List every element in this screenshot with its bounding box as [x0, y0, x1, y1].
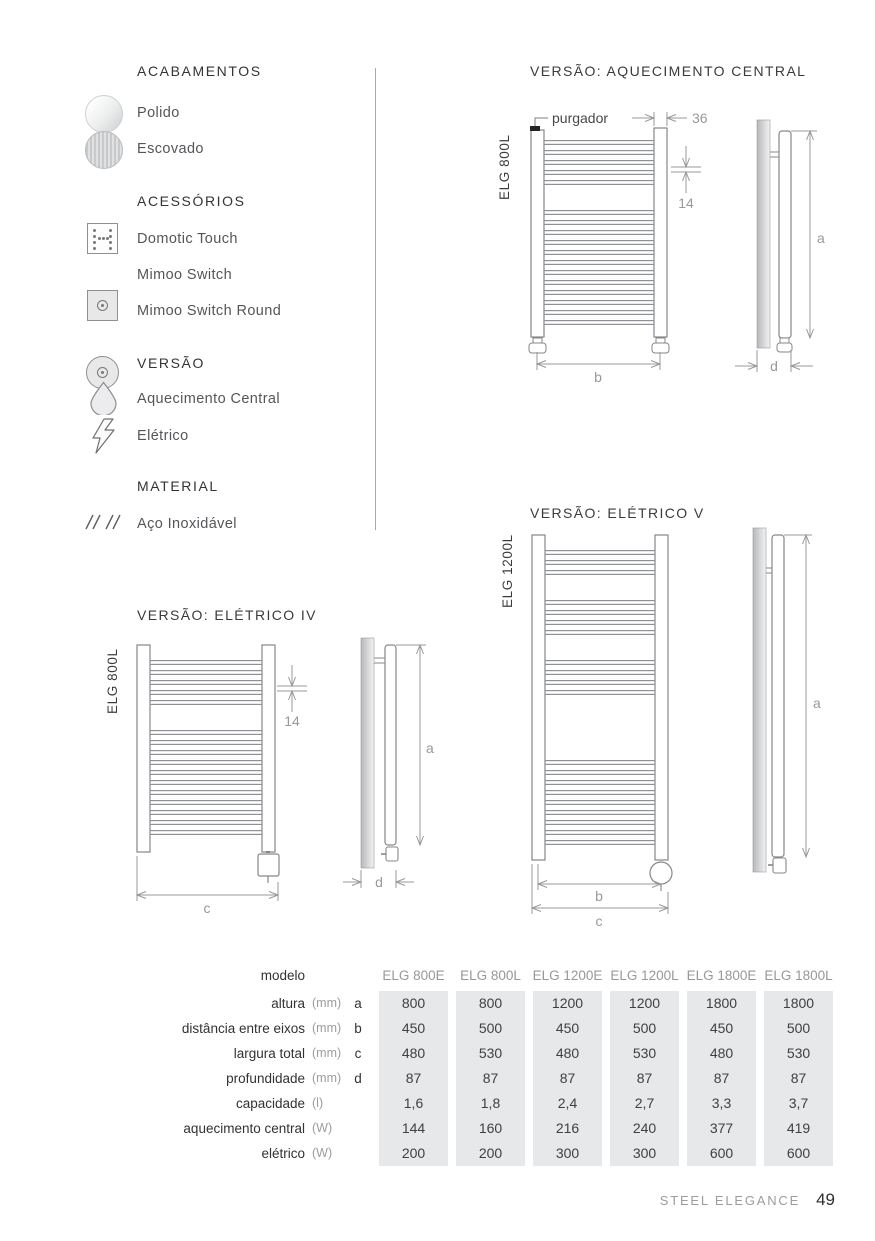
dim-letter-d: d: [375, 874, 383, 890]
row-unit: (W): [312, 1121, 333, 1135]
row-unit: (W): [312, 1146, 333, 1160]
row-label: capacidade: [235, 1096, 305, 1111]
dim-14: 14: [678, 195, 694, 211]
versao-heading: VERSÃO: [137, 355, 205, 371]
row-label: aquecimento central: [183, 1121, 305, 1136]
row-letter: c: [354, 1046, 362, 1061]
row-label: profundidade: [226, 1071, 305, 1086]
table-value: 1,6: [375, 1091, 452, 1116]
model-column-header: ELG 1800E: [686, 968, 757, 983]
table-value: 216: [529, 1116, 606, 1141]
table-value: 450: [529, 1016, 606, 1041]
table-value: 2,4: [529, 1091, 606, 1116]
acessorios-heading: ACESSÓRIOS: [137, 193, 246, 209]
table-value: 500: [760, 1016, 837, 1041]
table-value: 1,8: [452, 1091, 529, 1116]
table-value: 87: [452, 1066, 529, 1091]
collection-name: STEEL ELEGANCE: [659, 1193, 801, 1208]
table-header-label: modelo: [260, 968, 305, 983]
table-value: 600: [683, 1141, 760, 1166]
aquecimento-central-diagram: [495, 100, 845, 392]
row-label: altura: [271, 996, 305, 1011]
table-value: 160: [452, 1116, 529, 1141]
version-label: Elétrico: [137, 428, 189, 444]
table-value: 3,3: [683, 1091, 760, 1116]
page-number: 49: [816, 1190, 835, 1209]
table-value: 1200: [529, 991, 606, 1016]
dim-letter-a: a: [817, 230, 825, 246]
table-value: 800: [375, 991, 452, 1016]
table-value: 500: [606, 1016, 683, 1041]
water-drop-icon: [88, 381, 119, 415]
purgador-cap: [530, 126, 540, 131]
table-value: 530: [452, 1041, 529, 1066]
finish-label: Escovado: [137, 141, 204, 157]
accessory-label: Domotic Touch: [137, 231, 238, 247]
lightning-bolt-icon: [90, 418, 117, 454]
front-view: [529, 118, 669, 353]
model-label: ELG 800L: [497, 134, 512, 200]
table-value: 87: [683, 1066, 760, 1091]
diagram-title: VERSÃO: ELÉTRICO V: [530, 505, 705, 521]
model-label: ELG 1200L: [500, 534, 515, 608]
model-column-header: ELG 800E: [382, 968, 445, 983]
dim-letter-a: a: [813, 695, 821, 711]
row-unit: (mm): [312, 1046, 342, 1060]
version-label: Aquecimento Central: [137, 391, 281, 407]
front-view: [532, 535, 672, 891]
row-letter: d: [354, 1071, 362, 1086]
model-column-header: ELG 1800L: [764, 968, 833, 983]
spec-table: [100, 961, 837, 1166]
model-column-header: ELG 800L: [460, 968, 521, 983]
row-letter: [341, 1141, 375, 1166]
table-value: 530: [606, 1041, 683, 1066]
table-value: 480: [529, 1041, 606, 1066]
row-label: elétrico: [261, 1146, 305, 1161]
table-value: 1800: [760, 991, 837, 1016]
brushed-finish-icon: [85, 131, 123, 169]
accessory-label: Mimoo Switch Round: [137, 303, 282, 319]
dim-letter-c: c: [595, 913, 603, 929]
table-value: 3,7: [760, 1091, 837, 1116]
table-value: 480: [683, 1041, 760, 1066]
side-view: [753, 528, 786, 873]
row-unit: (mm): [312, 1071, 342, 1085]
table-value: 87: [760, 1066, 837, 1091]
table-value: 1200: [606, 991, 683, 1016]
mimoo-switch-icon: [87, 290, 118, 321]
table-value: 200: [375, 1141, 452, 1166]
table-value: 87: [529, 1066, 606, 1091]
row-unit: (mm): [312, 996, 342, 1010]
table-value: 200: [452, 1141, 529, 1166]
model-column-header: ELG 1200L: [610, 968, 679, 983]
side-dimensions: [784, 535, 812, 857]
row-label: largura total: [233, 1046, 305, 1061]
purgador-callout: purgador: [552, 110, 609, 126]
heating-element: [773, 858, 786, 873]
table-value: 87: [375, 1066, 452, 1091]
dim-letter-a: a: [426, 740, 434, 756]
bottom-valves: [529, 338, 669, 353]
front-view: [137, 645, 279, 883]
table-value: 144: [375, 1116, 452, 1141]
table-value: 300: [529, 1141, 606, 1166]
row-letter: [341, 1091, 375, 1116]
heating-element: [386, 847, 398, 861]
side-view: [757, 120, 792, 352]
row-unit: (l): [312, 1096, 324, 1110]
table-value: 300: [606, 1141, 683, 1166]
acabamentos-heading: ACABAMENTOS: [137, 63, 262, 79]
dim-letter-b: b: [595, 888, 603, 904]
hatch-slashes-icon: [84, 513, 124, 531]
domotic-touch-icon: [87, 223, 118, 254]
eletrico-v-diagram: [495, 520, 845, 932]
material-label: Aço Inoxidável: [137, 516, 237, 532]
square-switch-box: [258, 854, 279, 876]
side-view: [361, 638, 398, 868]
table-value: 87: [606, 1066, 683, 1091]
table-value: 240: [606, 1116, 683, 1141]
diagram-title: VERSÃO: ELÉTRICO IV: [137, 607, 317, 623]
table-value: 530: [760, 1041, 837, 1066]
dim-letter-b: b: [594, 369, 602, 385]
column-divider: [375, 68, 376, 530]
accessory-label: Mimoo Switch: [137, 267, 233, 283]
table-value: 377: [683, 1116, 760, 1141]
polished-finish-icon: [85, 95, 123, 133]
table-value: 480: [375, 1041, 452, 1066]
eletrico-iv-diagram: [95, 630, 465, 922]
row-unit: (mm): [312, 1021, 342, 1035]
finish-label: Polido: [137, 105, 180, 121]
dim-14: 14: [284, 713, 300, 729]
table-value: 800: [452, 991, 529, 1016]
table-value: 2,7: [606, 1091, 683, 1116]
row-letter: b: [354, 1021, 362, 1036]
table-value: 450: [683, 1016, 760, 1041]
row-letter: a: [354, 996, 362, 1011]
material-heading: MATERIAL: [137, 478, 219, 494]
dim-36: 36: [692, 110, 708, 126]
page-footer: [545, 1190, 835, 1210]
dim-letter-d: d: [770, 358, 778, 374]
diagram-title: VERSÃO: AQUECIMENTO CENTRAL: [530, 63, 807, 79]
row-label: distância entre eixos: [181, 1021, 305, 1036]
table-value: 600: [760, 1141, 837, 1166]
table-value: 1800: [683, 991, 760, 1016]
side-dimensions: [735, 131, 817, 372]
model-column-header: ELG 1200E: [532, 968, 603, 983]
table-value: 450: [375, 1016, 452, 1041]
model-label: ELG 800L: [105, 648, 120, 714]
dim-letter-c: c: [203, 900, 211, 916]
table-value: 500: [452, 1016, 529, 1041]
table-value: 419: [760, 1116, 837, 1141]
row-letter: [341, 1116, 375, 1141]
